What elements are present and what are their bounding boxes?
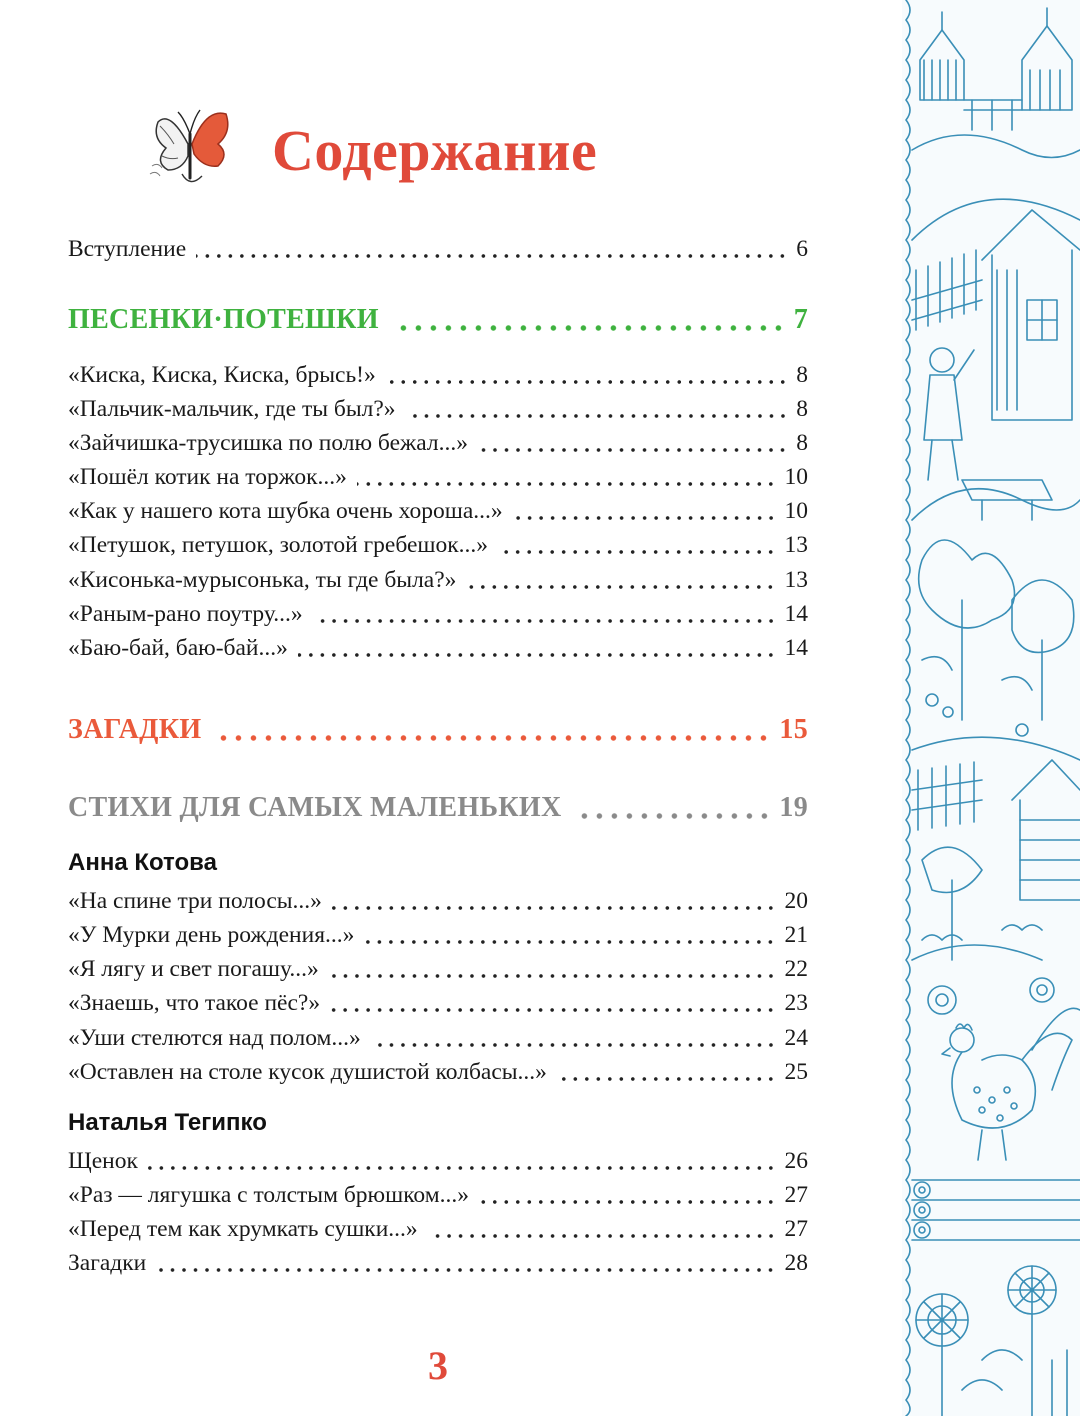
toc-entry[interactable] <box>68 426 808 460</box>
toc-entry[interactable] <box>68 1178 808 1212</box>
toc-entry[interactable] <box>68 952 808 986</box>
dot-leader <box>329 972 777 980</box>
toc-entry[interactable] <box>68 884 808 918</box>
toc-entry-label: «Уши стелются над полом...» <box>68 1025 361 1051</box>
toc-entry[interactable] <box>68 494 808 528</box>
dot-leader <box>371 1041 777 1049</box>
toc-entry[interactable] <box>68 1021 808 1055</box>
toc-entry[interactable] <box>68 460 808 494</box>
toc-entry-label: «На спине три полосы...» <box>68 888 322 914</box>
village-illustration-border <box>902 0 1080 1416</box>
section-title: ЗАГАДКИ <box>68 714 202 745</box>
toc-entry-label: «Я лягу и свет погашу...» <box>68 956 319 982</box>
toc-entry-label: «Оставлен на столе кусок душистой колбасы...» <box>68 1059 547 1085</box>
toc-entry-label: Щенок <box>68 1148 138 1174</box>
toc-entry-page: 28 <box>784 1250 808 1276</box>
toc-entry-page: 13 <box>784 567 808 593</box>
toc-entry[interactable] <box>68 631 808 665</box>
toc-entry-page: 13 <box>784 532 808 558</box>
toc-entry-label: «Кисонька-мурысонька, ты где была?» <box>68 567 457 593</box>
section-title: ПЕСЕНКИ·ПОТЕШКИ <box>68 304 379 335</box>
toc-entry-label: Загадки <box>68 1250 147 1276</box>
toc-entry-label: «Киска, Киска, Киска, брысь!» <box>68 362 376 388</box>
toc-entry[interactable] <box>68 918 808 952</box>
dot-leader <box>330 1006 776 1014</box>
dot-leader <box>196 252 788 260</box>
toc-entry-label: «Как у нашего кота шубка очень хороша...» <box>68 498 503 524</box>
toc-entry-page: 22 <box>784 956 808 982</box>
toc-entry-page: 24 <box>784 1025 808 1051</box>
section-page: 7 <box>793 304 808 335</box>
section-page: 15 <box>779 714 808 745</box>
toc-entry-label: «Петушок, петушок, золотой гребешок...» <box>68 532 489 558</box>
toc-entry-page: 27 <box>784 1182 808 1208</box>
toc-entry[interactable] <box>68 528 808 562</box>
dot-leader <box>513 514 777 522</box>
dot-leader <box>156 1266 776 1274</box>
section-heading-riddles[interactable] <box>68 710 808 750</box>
toc-entry-label: «Баю-бай, баю-бай...» <box>68 635 288 661</box>
toc-entry-page: 8 <box>796 362 808 388</box>
author-name: Анна Котова <box>68 849 217 876</box>
toc-entry-label: «Знаешь, что такое пёс?» <box>68 990 321 1016</box>
dot-leader <box>219 733 771 743</box>
dot-leader <box>332 904 777 912</box>
toc-entry-label: «Раным-рано поутру...» <box>68 601 303 627</box>
toc-entry-page: 26 <box>784 1148 808 1174</box>
page-title: Содержание <box>272 118 598 183</box>
dot-leader <box>148 1164 777 1172</box>
toc-entry[interactable] <box>68 1212 808 1246</box>
toc-entry-page: 8 <box>796 396 808 422</box>
toc-entry-page: 27 <box>784 1216 808 1242</box>
section-heading-songs[interactable] <box>68 300 808 340</box>
toc-entry-label: «Пошёл котик на торжок...» <box>68 464 347 490</box>
section-title: СТИХИ ДЛЯ САМЫХ МАЛЕНЬКИХ <box>68 792 562 823</box>
dot-leader <box>386 378 789 386</box>
toc-entry[interactable] <box>68 392 808 426</box>
author-name: Наталья Тегипко <box>68 1109 267 1136</box>
toc-entry[interactable] <box>68 597 808 631</box>
toc-entry-page: 8 <box>796 430 808 456</box>
toc-entry-page: 20 <box>784 888 808 914</box>
toc-entry-page: 6 <box>796 236 808 262</box>
dot-leader <box>357 480 777 488</box>
toc-entry-page: 10 <box>784 464 808 490</box>
dot-leader <box>397 323 786 333</box>
toc-entry-label: Вступление <box>68 236 187 262</box>
dot-leader <box>406 412 789 420</box>
toc-entry[interactable] <box>68 1055 808 1089</box>
toc-entry[interactable] <box>68 1246 808 1280</box>
toc-entry[interactable] <box>68 358 808 392</box>
section-page: 19 <box>779 792 808 823</box>
toc-entry-page: 25 <box>784 1059 808 1085</box>
toc-entry-page: 21 <box>784 922 808 948</box>
toc-entry-label: «У Мурки день рождения...» <box>68 922 355 948</box>
section-heading-poems[interactable] <box>68 788 808 828</box>
toc-entry-label: «Пальчик-мальчик, где ты был?» <box>68 396 396 422</box>
toc-entry[interactable] <box>68 1144 808 1178</box>
dot-leader <box>498 548 776 556</box>
toc-entry-label: «Зайчишка-трусишка по полю бежал...» <box>68 430 468 456</box>
dot-leader <box>313 617 777 625</box>
dot-leader <box>466 583 776 591</box>
toc-entry[interactable] <box>68 986 808 1020</box>
toc-entry[interactable] <box>68 563 808 597</box>
toc-entry-label: «Раз — лягушка с толстым брюшком...» <box>68 1182 469 1208</box>
dot-leader <box>364 938 776 946</box>
butterfly-icon <box>148 104 232 190</box>
toc-entry-label: «Перед тем как хрумкать сушки...» <box>68 1216 418 1242</box>
toc-entry-page: 14 <box>784 635 808 661</box>
dot-leader <box>298 651 777 659</box>
dot-leader <box>479 1198 777 1206</box>
toc-entry-intro[interactable] <box>68 232 808 266</box>
page-number: 3 <box>428 1343 448 1388</box>
dot-leader <box>428 1232 777 1240</box>
toc-entry-page: 14 <box>784 601 808 627</box>
dot-leader <box>478 446 788 454</box>
dot-leader <box>580 811 772 821</box>
toc-entry-page: 23 <box>784 990 808 1016</box>
dot-leader <box>557 1075 777 1083</box>
toc-entry-page: 10 <box>784 498 808 524</box>
